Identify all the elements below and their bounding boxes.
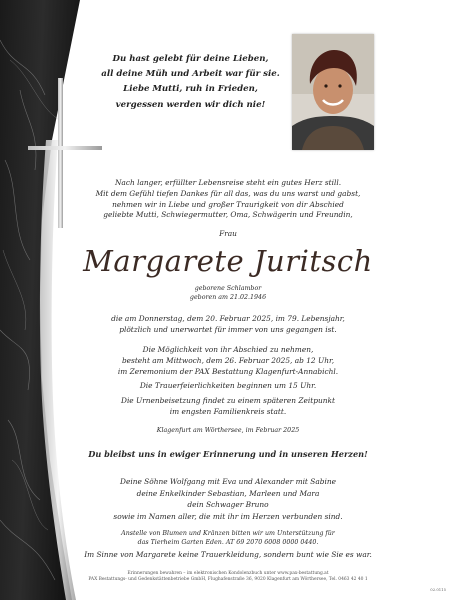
portrait-photo: [292, 34, 374, 150]
donation-note: Anstelle von Blumen und Kränzen bitten wir um Unterstützung für das Tierheim Garten Eden. AT 69 2070 6008 0000 0440.: [121, 530, 335, 546]
document-code: 02.0115: [430, 587, 446, 592]
motto: Du bleibst uns in ewiger Erinnerung und in unseren Herzen!: [88, 449, 368, 459]
salutation: Frau: [219, 229, 237, 238]
urn-info: Die Urnenbeisetzung findet zu einem späteren Zeitpunkt im engsten Familienkreis statt.: [121, 396, 335, 416]
poem: [98, 52, 283, 113]
poem-line: all deine Müh und Arbeit war für sie.: [101, 69, 280, 80]
family-list: Deine Söhne Wolfgang mit Eva und Alexander mit Sabine deine Enkelkinder Sebastian, Marleen und Mara dein Schwager Bruno sowie im Namen aller, die mit ihr im Herzen verbunden sind.: [113, 477, 343, 521]
deceased-name: Margarete Juritsch: [83, 244, 373, 278]
poem-line: Du hast gelebt für deine Lieben,: [112, 54, 269, 64]
death-info: die am Donnerstag, dem 20. Februar 2025, im 79. Lebensjahr, plötzlich und unerwartet für immer von uns gegangen ist.: [111, 314, 345, 334]
poem-line: Liebe Mutti, ruh in Frieden,: [123, 84, 258, 95]
poem-line: vergessen werden wir dich nie!: [115, 99, 266, 110]
footer: Erinnerungen bewahren – im elektronischen Kondolenzbuch unter www.pax-bestattung.at PAX Bestattungs- und Gedenkstättenbetriebe GmbH, Flughafenstraße 36, 9020 Klagenfurt am Wörthersee, Tel. 0463 42 40 1: [88, 571, 368, 582]
intro-text: Nach langer, erfüllter Lebensreise steht ein gutes Herz still. Mit dem Gefühl tiefen Dankes für all das, was du uns warst und gabst, nehmen wir in Liebe und großer Traurigkeit von dir Abschied geliebte Mutti, Schwiegermutter, Oma, Schwägerin und Freundin,: [95, 178, 361, 220]
ceremony-info: Die Trauerfeierlichkeiten beginnen um 15 Uhr.: [139, 381, 317, 390]
place-date: Klagenfurt am Wörthersee, im Februar 2025: [156, 427, 300, 434]
farewell-info: Die Möglichkeit von ihr Abschied zu nehmen, besteht am Mittwoch, dem 26. Februar 2025, ab 12 Uhr, im Zeremonium der PAX Bestattung Klagenfurt-Annabichl.: [117, 345, 339, 376]
birth-info: geborene Schlambor geboren am 21.02.1946: [189, 285, 267, 301]
clothing-note: Im Sinne von Margarete keine Trauerkleidung, sondern bunt wie Sie es war.: [84, 550, 372, 559]
